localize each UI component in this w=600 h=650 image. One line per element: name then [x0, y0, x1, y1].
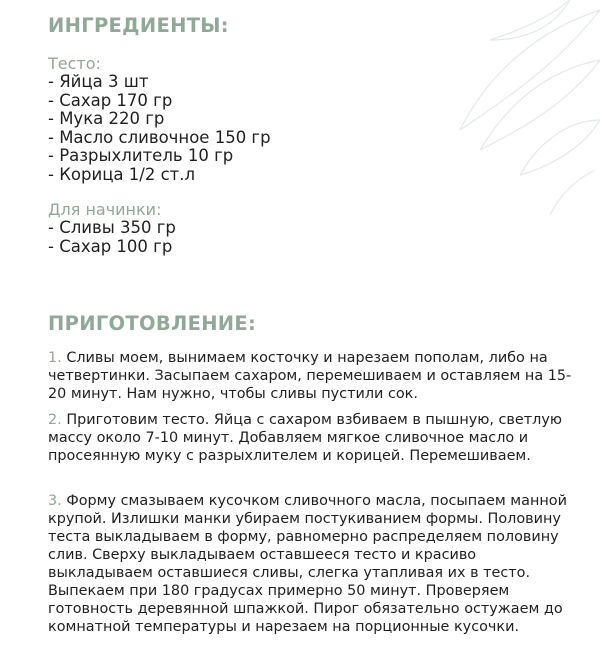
preparation-heading: ПРИГОТОВЛЕНИЕ:: [48, 312, 257, 335]
list-item: - Сахар 100 гр: [48, 236, 173, 256]
leaf-decoration-icon: [370, 0, 600, 230]
step-number: 1.: [48, 350, 62, 366]
step-text: Форму смазываем кусочком сливочного масла, посыпаем манной крупой. Излишки манки убираем постукиванием формы. Половину теста выкладываем в форму, равномерно распределяем половину слив. Сверху выкладываем оставшееся тесто и красиво выкладываем оставшиеся сливы, слегка утапливая их в тесто. Выпекаем при 180 градусах примерно 50 минут. Проверяем готовность деревянной шпажкой. Пирог обязательно остужаем до комнатной температуры и нарезаем на порционные кусочки.: [48, 493, 567, 635]
step-text: Сливы моем, вынимаем косточку и нарезаем пополам, либо на четвертинки. Засыпаем сахаром, перемешиваем и оставляем на 15-20 минут. Нам нужно, чтобы сливы пустили сок.: [48, 350, 572, 402]
list-item: - Разрыхлитель 10 гр: [48, 146, 234, 165]
step-number: 2.: [48, 412, 62, 428]
step-number: 3.: [48, 493, 62, 509]
list-item: - Корица 1/2 ст.л: [48, 164, 196, 184]
dough-ingredients: [48, 55, 271, 184]
filling-ingredients: [48, 201, 176, 256]
step-2: [48, 411, 583, 465]
step-text: Приготовим тесто. Яйца с сахаром взбиваем в пышную, светлую массу около 7-10 минут. Добавляем мягкое сливочное масло и просеянную муку с разрыхлителем и корицей. Перемешиваем.: [48, 412, 562, 464]
step-3: [48, 492, 583, 636]
list-item: - Яйца 3 шт: [48, 72, 149, 91]
ingredients-heading: ИНГРЕДИЕНТЫ:: [48, 14, 229, 37]
dough-list: [48, 73, 271, 184]
list-item: - Сахар 170 гр: [48, 90, 173, 110]
filling-title: Для начинки:: [48, 200, 162, 219]
filling-list: [48, 219, 176, 256]
step-1: [48, 349, 583, 403]
list-item: - Масло сливочное 150 гр: [48, 127, 271, 147]
list-item: - Сливы 350 гр: [48, 218, 176, 237]
list-item: - Мука 220 гр: [48, 109, 165, 128]
dough-title: Тесто:: [48, 54, 101, 73]
